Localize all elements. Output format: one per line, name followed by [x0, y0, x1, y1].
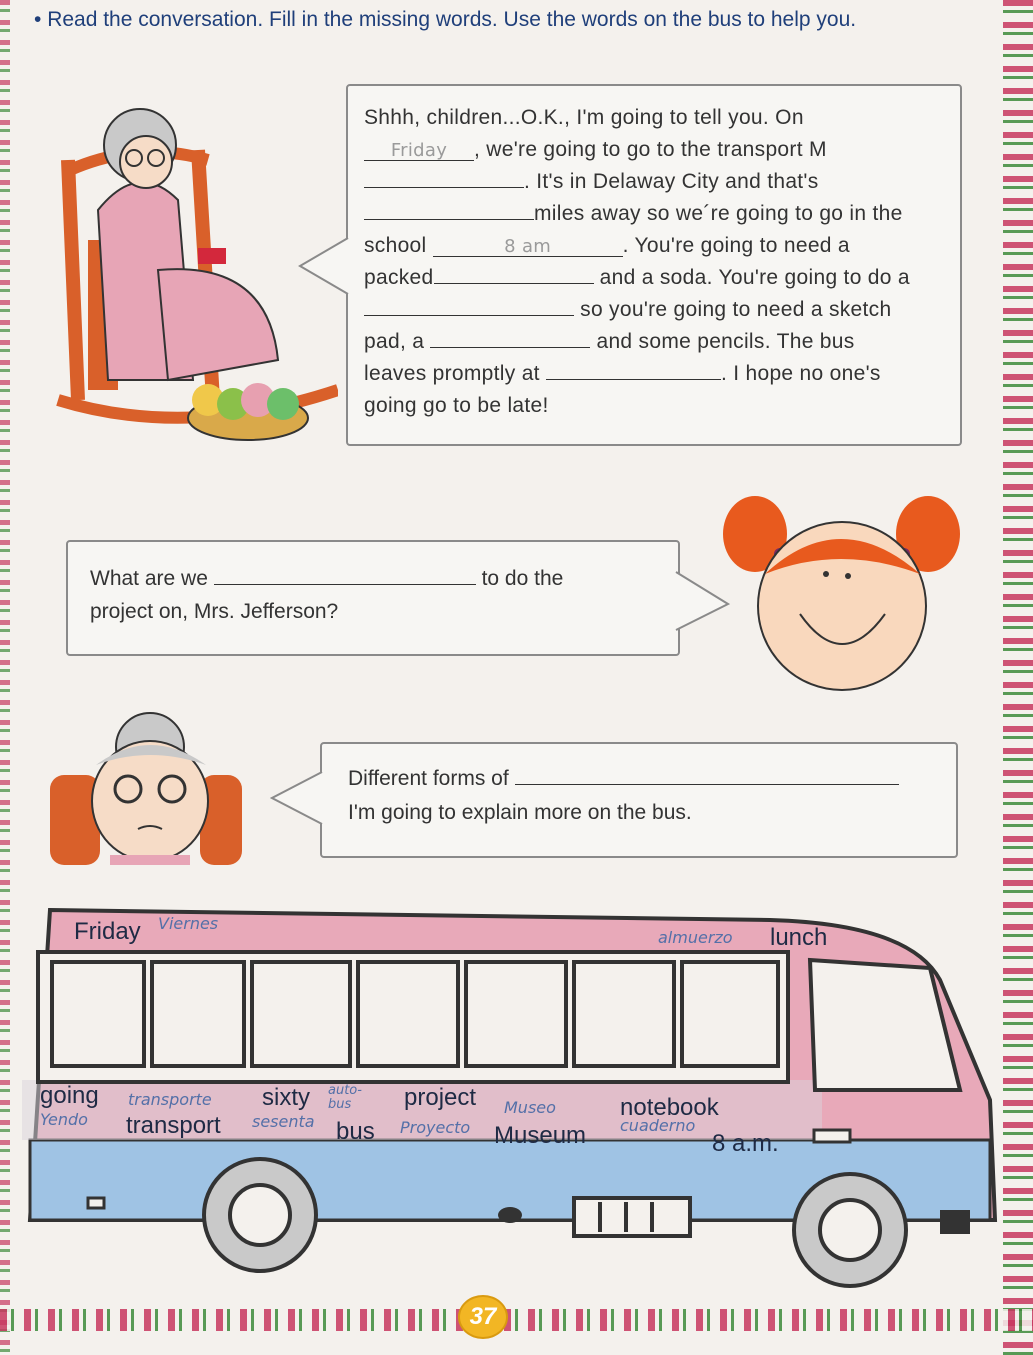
- answer-blank-10[interactable]: [515, 784, 899, 785]
- handwritten-museo: Museo: [504, 1098, 556, 1117]
- speech1-line6a: packed: [364, 266, 434, 289]
- bus-word-lunch: lunch: [770, 924, 828, 951]
- decorative-border-right: [1003, 0, 1033, 1355]
- speech1-line4: miles away so we´re going to go in the: [534, 202, 903, 225]
- speech2-part-b: to do the: [481, 567, 564, 590]
- handwritten-cuaderno: cuaderno: [620, 1116, 696, 1135]
- grandma-portrait-illustration: [50, 705, 250, 865]
- bus-word-transport: transport: [126, 1112, 221, 1139]
- speech-bubble-teacher: [346, 84, 962, 446]
- bus-word-time: 8 a.m.: [712, 1130, 779, 1157]
- speech1-line10: going go to be late!: [364, 394, 549, 417]
- page-number: 37: [458, 1295, 508, 1339]
- speech-bubble-girl: [66, 540, 680, 656]
- handwritten-transporte: transporte: [128, 1090, 212, 1109]
- answer-blank-1[interactable]: Friday: [364, 142, 474, 161]
- bus-word-museum: Museum: [494, 1122, 587, 1149]
- handwritten-viernes: Viernes: [158, 914, 219, 933]
- speech1-line5b: . You're going to need a: [622, 234, 850, 257]
- handwritten-almuerzo: almuerzo: [658, 928, 733, 947]
- speech1-line2: , we're going to go to the transport M: [474, 138, 827, 161]
- speech1-line3: . It's in Delaway City and that's: [524, 170, 819, 193]
- speech1-line8b: and some pencils. The bus: [596, 330, 855, 353]
- decorative-border-bottom: [0, 1309, 1033, 1331]
- bus-word-bus: bus: [336, 1118, 375, 1145]
- instruction-text: • Read the conversation. Fill in the missing words. Use the words on the bus to help you.: [34, 8, 857, 31]
- answer-blank-3[interactable]: [364, 219, 534, 220]
- bus-word-project: project: [404, 1084, 477, 1111]
- answer-blank-7[interactable]: [430, 347, 590, 348]
- decorative-border-left: [0, 0, 10, 1355]
- instruction-label: Read the conversation. Fill in the missing words. Use the words on the bus to help you.: [47, 8, 857, 31]
- speech1-line9b: . I hope no one's: [720, 362, 881, 385]
- answer-blank-4[interactable]: 8 am: [433, 238, 623, 257]
- handwritten-yendo: Yendo: [40, 1110, 88, 1129]
- handwritten-sesenta: sesenta: [252, 1112, 315, 1131]
- grandma-rocking-chair-illustration: [48, 100, 338, 445]
- bus-word-friday: Friday: [74, 918, 141, 945]
- speech1-line8a: pad, a: [364, 330, 425, 353]
- answer-blank-9[interactable]: [214, 584, 476, 585]
- speech1-line9a: leaves promptly at: [364, 362, 540, 385]
- answer-blank-2[interactable]: [364, 187, 524, 188]
- speech1-line6b: and a soda. You're going to do a: [599, 266, 910, 289]
- answer-blank-6[interactable]: [364, 315, 574, 316]
- handwritten-proyecto: Proyecto: [400, 1118, 471, 1137]
- answer-blank-8[interactable]: [546, 379, 721, 380]
- speech1-line5a: school: [364, 234, 427, 257]
- bus-word-notebook: notebook: [620, 1094, 719, 1121]
- speech2-part-c: project on, Mrs. Jefferson?: [90, 600, 339, 623]
- speech-bubble-tail-1: [298, 236, 350, 296]
- handwritten-autobus: auto- bus: [328, 1083, 362, 1112]
- answer-blank-5[interactable]: [434, 283, 594, 284]
- speech2-part-a: What are we: [90, 567, 208, 590]
- speech-bubble-teacher-2: [320, 742, 958, 858]
- bus-word-going: going: [40, 1082, 99, 1109]
- girl-face-illustration: [720, 494, 965, 694]
- speech3-part-a: Different forms of: [348, 767, 509, 790]
- speech1-line7: so you're going to need a sketch: [580, 298, 892, 321]
- speech1-line1: Shhh, children...O.K., I'm going to tell you. On: [364, 106, 804, 129]
- speech3-part-b: I'm going to explain more on the bus.: [348, 801, 692, 824]
- speech-bubble-tail-3: [270, 770, 324, 826]
- bus-word-sixty: sixty: [262, 1084, 310, 1111]
